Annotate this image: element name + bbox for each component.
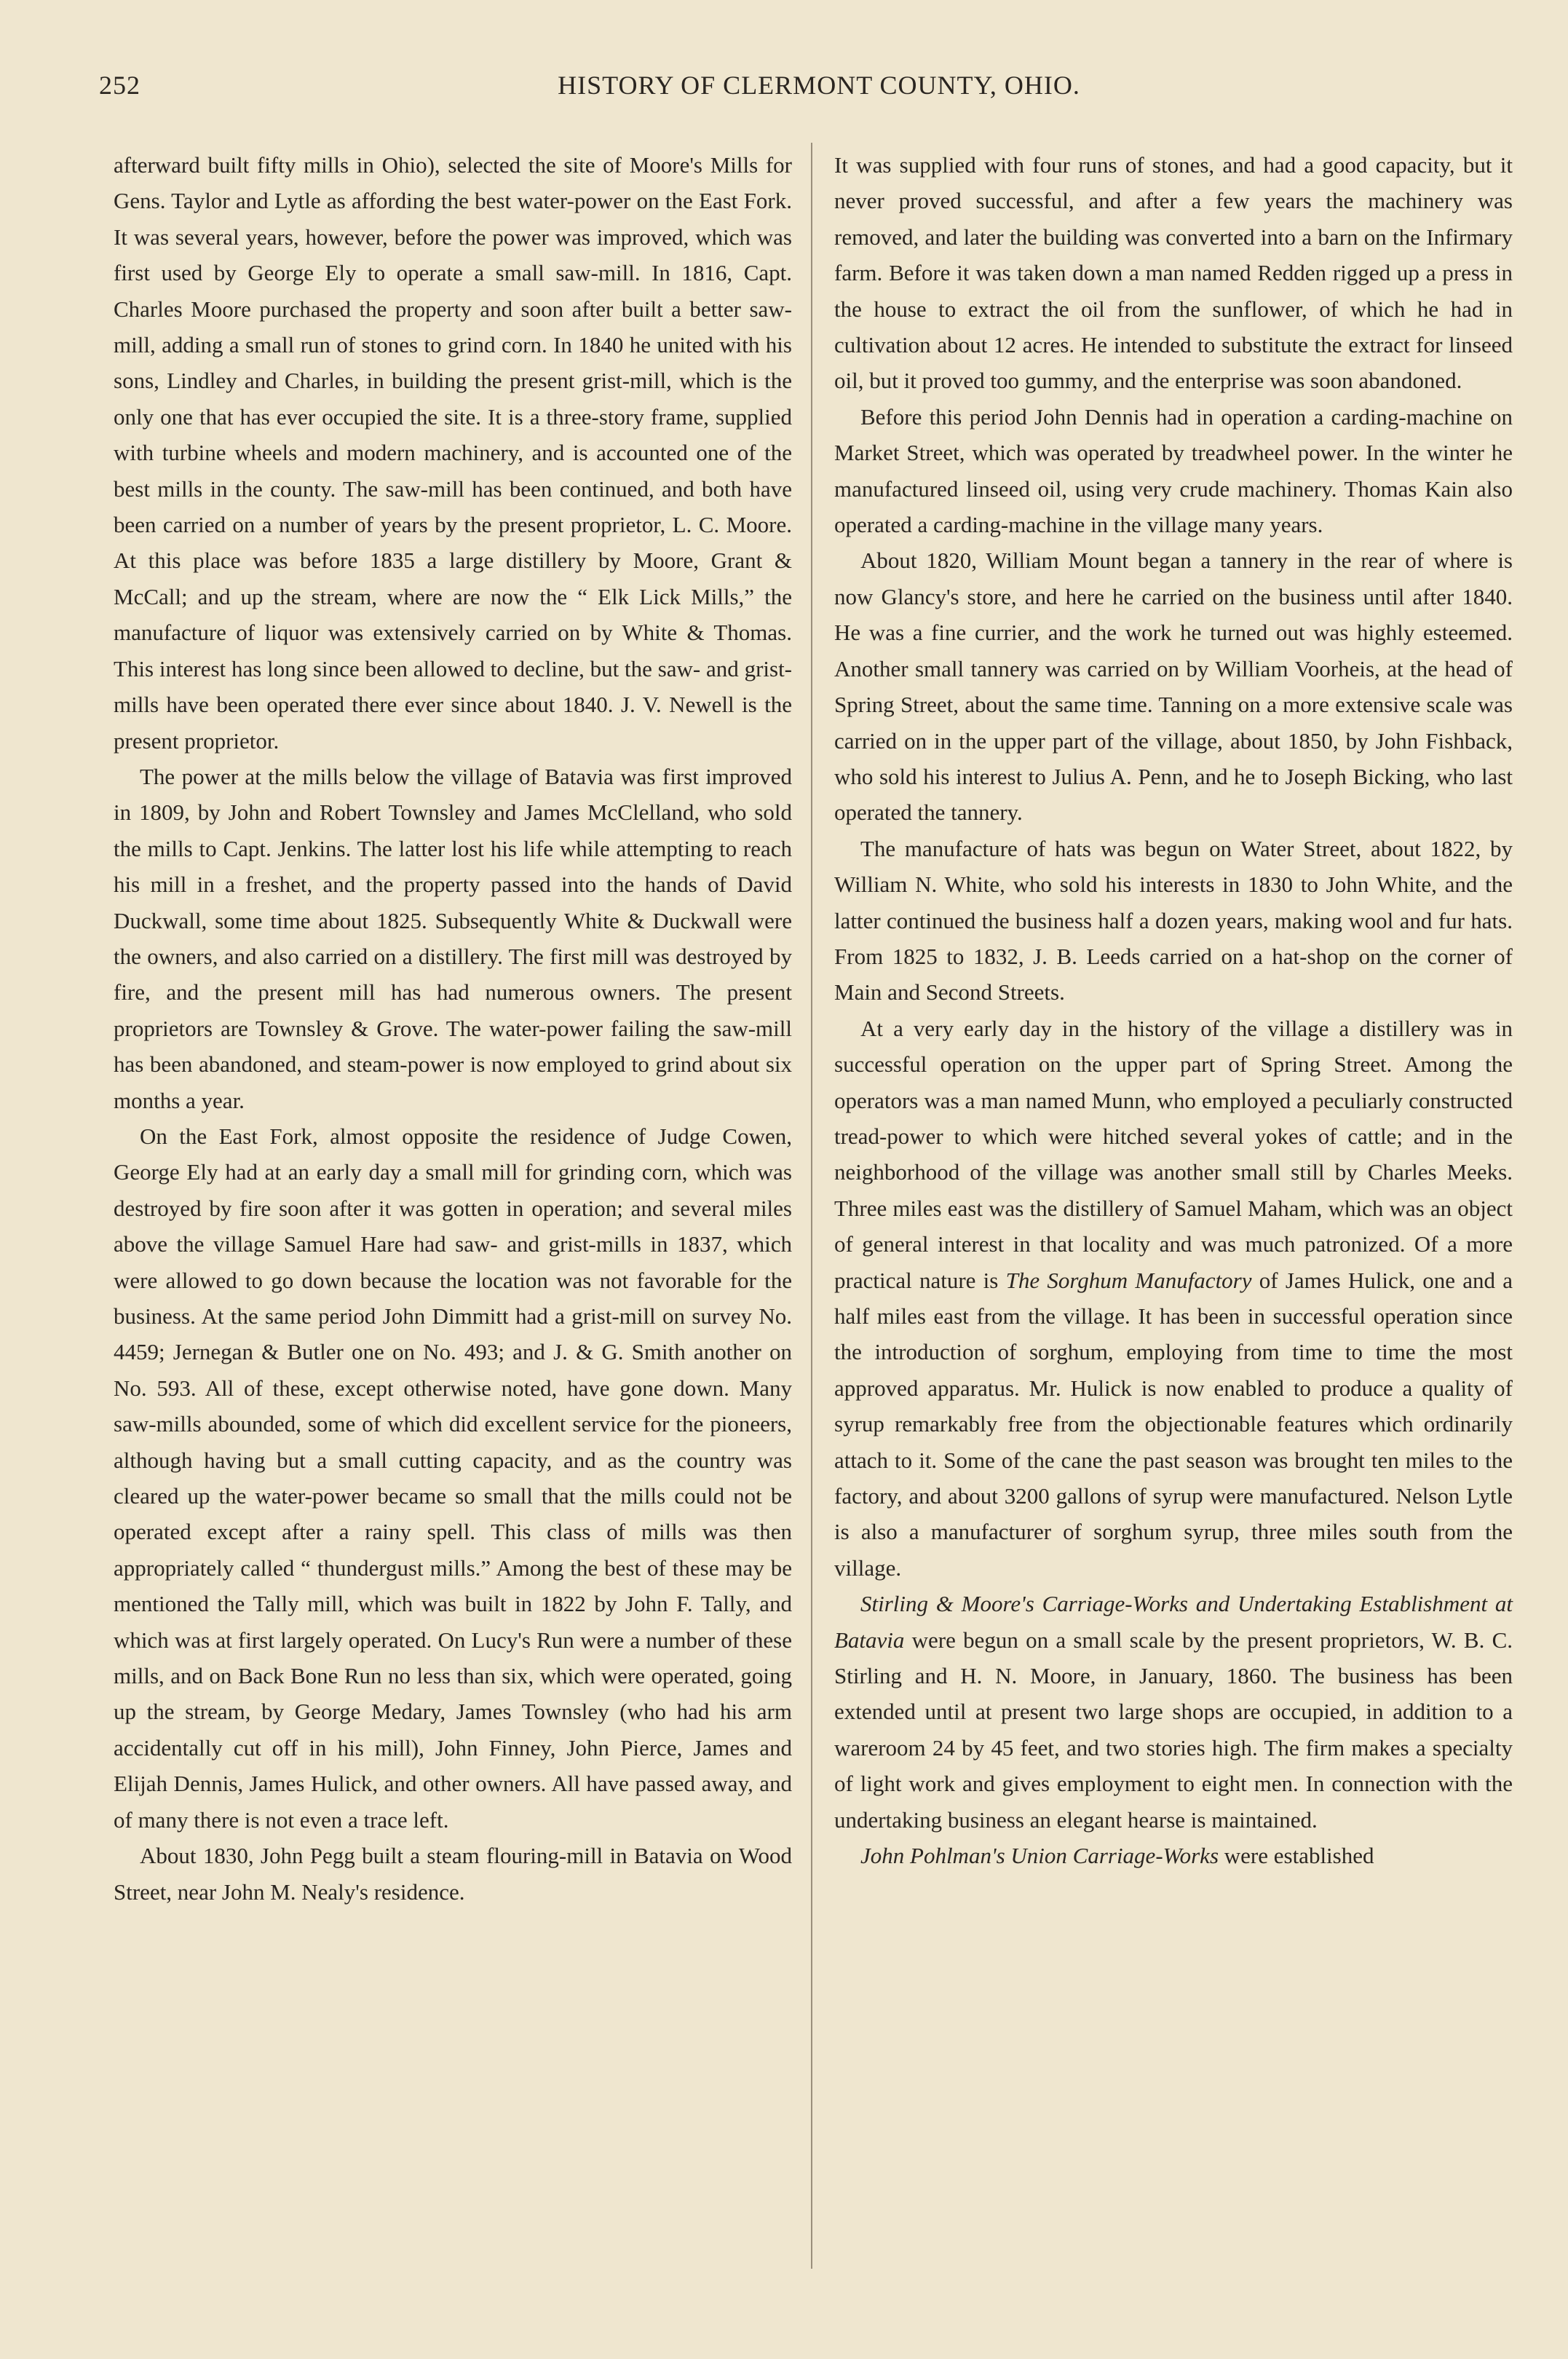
paragraph: About 1830, John Pegg built a steam flouring-mill in Batavia on Wood Street, near John M. Nealy's residence. xyxy=(114,1843,792,1905)
paragraph xyxy=(834,1838,1513,1873)
paragraph-text: were begun on a small scale by the present proprietors, W. B. C. Stirling and H. N. Moore, in January, 1860. The business has been extended until at present two large shops are occupied, in addition to a wareroom 24 by 45 feet, and two stories high. The firm makes a specialty of light work and gives employment to eight men. In connection with the undertaking business an elegant hearse is maintained. xyxy=(834,1627,1513,1833)
right-column xyxy=(834,147,1513,1874)
paragraph-text: At a very early day in the history of the village a distillery was in successful operation on the upper part of Spring Street. Among the operators was a man named Munn, who employed a peculiarly constructed tread-power to which were hitched several yokes of cattle; and in the neighborhood of the village was another small still by Charles Meeks. Three miles east was the distillery of Samuel Maham, which was an object of general interest in that locality and was much patronized. Of a more practical nature is xyxy=(834,1015,1513,1293)
paragraph-text: of James Hulick, one and a half miles east from the village. It has been in successful operation since the introduction of sorghum, employing from time to time the most approved apparatus. Mr. Hulick is now enabled to produce a quality of syrup remarkably free from the objectionable features which ordinarily attach to it. Some of the cane the past season was brought ten miles to the factory, and about 3200 gallons of syrup were manufactured. Nelson Lytle is also a manufacturer of sorghum syrup, three miles south from the village. xyxy=(834,1267,1513,1581)
business-name: Stirling & Moore's Carriage-Works and Undertaking Establishment at Batavia xyxy=(834,1591,1513,1653)
paragraph: afterward built fifty mills in Ohio), selected the site of Moore's Mills for Gens. Taylor and Lytle as affording the best water-power on the East Fork. It was several years, however, before the power was improved, which was first used by George Ely to operate a small saw-mill. In 1816, Capt. Charles Moore purchased the property and soon after built a better saw-mill, adding a small run of stones to grind corn. In 1840 he united with his sons, Lindley and Charles, in building the present grist-mill, which is the only one that has ever occupied the site. It is a three-story frame, supplied with turbine wheels and modern machinery, and is accounted one of the best mills in the county. The saw-mill has been continued, and both have been carried on a number of years by the present proprietor, L. C. Moore. At this place was before 1835 a large distillery by Moore, Grant & McCall; and up the stream, where are now the “ Elk Lick Mills,” the manufacture of liquor was extensively carried on by White & Thomas. This interest has long since been allowed to decline, but the saw- and grist-mills have been operated there ever since about 1840. J. V. Newell is the present proprietor. xyxy=(114,152,792,754)
paragraph: Before this period John Dennis had in operation a carding-machine on Market Street, which was operated by treadwheel power. In the winter he manufactured linseed oil, using very crude machinery. Thomas Kain also operated a carding-machine in the village many years. xyxy=(834,403,1513,538)
paragraph xyxy=(834,1011,1513,1587)
business-name: The Sorghum Manufactory xyxy=(1005,1267,1252,1293)
paragraph: It was supplied with four runs of stones, and had a good capacity, but it never proved successful, and after a few years the machinery was removed, and later the building was converted into a barn on the Infirmary farm. Before it was taken down a man named Redden rigged up a press in the house to extract the oil from the sunflower, of which he had in cultivation about 12 acres. He intended to substitute the extract for linseed oil, but it proved too gummy, and the enterprise was soon abandoned. xyxy=(834,152,1513,394)
paragraph: On the East Fork, almost opposite the residence of Judge Cowen, George Ely had at an early day a small mill for grinding corn, which was destroyed by fire soon after it was gotten in operation; and several miles above the village Samuel Hare had saw- and grist-mills in 1837, which were allowed to go down because the location was not favorable for the business. At the same period John Dimmitt had a grist-mill on survey No. 4459; Jernegan & Butler one on No. 493; and J. & G. Smith another on No. 593. All of these, except otherwise noted, have gone down. Many saw-mills abounded, some of which did excellent service for the pioneers, although having but a small cutting capacity, and as the country was cleared up the water-power became so small that the mills could not be operated except after a rainy spell. This class of mills was then appropriately called “ thundergust mills.” Among the best of these may be mentioned the Tally mill, which was built in 1822 by John F. Tally, and which was at first largely operated. On Lucy's Run were a number of these mills, and on Back Bone Run no less than six, which were operated, going up the stream, by George Medary, James Townsley (who had his arm accidentally cut off in his mill), John Finney, John Pierce, James and Elijah Dennis, James Hulick, and other owners. All have passed away, and of many there is not even a trace left. xyxy=(114,1123,792,1833)
paragraph: The manufacture of hats was begun on Water Street, about 1822, by William N. White, who sold his interests in 1830 to John White, and the latter continued the business half a dozen years, making wool and fur hats. From 1825 to 1832, J. B. Leeds carried on a hat-shop on the corner of Main and Second Streets. xyxy=(834,835,1513,1005)
paragraph: About 1820, William Mount began a tannery in the rear of where is now Glancy's store, and here he carried on the business until after 1840. He was a fine currier, and the work he turned out was highly esteemed. Another small tannery was carried on by William Voorheis, at the head of Spring Street, about the same time. Tanning on a more extensive scale was carried on in the upper part of the village, about 1850, by John Fishback, who sold his interest to Julius A. Penn, and he to Joseph Bicking, who last operated the tannery. xyxy=(834,548,1513,826)
paragraph: The power at the mills below the village of Batavia was first improved in 1809, by John and Robert Townsley and James McClelland, who sold the mills to Capt. Jenkins. The latter lost his life while attempting to reach his mill in a freshet, and the property passed into the hands of David Duckwall, some time about 1825. Subsequently White & Duckwall were the owners, and also carried on a distillery. The first mill was destroyed by fire, and the present mill has had numerous owners. The present proprietors are Townsley & Grove. The water-power failing the saw-mill has been abandoned, and steam-power is now employed to grind about six months a year. xyxy=(114,763,792,1113)
left-column xyxy=(114,147,792,1910)
paragraph xyxy=(834,1586,1513,1838)
paragraph-text: were established xyxy=(1219,1843,1374,1869)
business-name: John Pohlman's Union Carriage-Works xyxy=(860,1843,1219,1869)
book-title: HISTORY OF CLERMONT COUNTY, OHIO. xyxy=(558,71,1080,100)
column-divider xyxy=(811,143,812,2269)
running-head xyxy=(99,70,1495,106)
page-number: 252 xyxy=(99,71,140,100)
